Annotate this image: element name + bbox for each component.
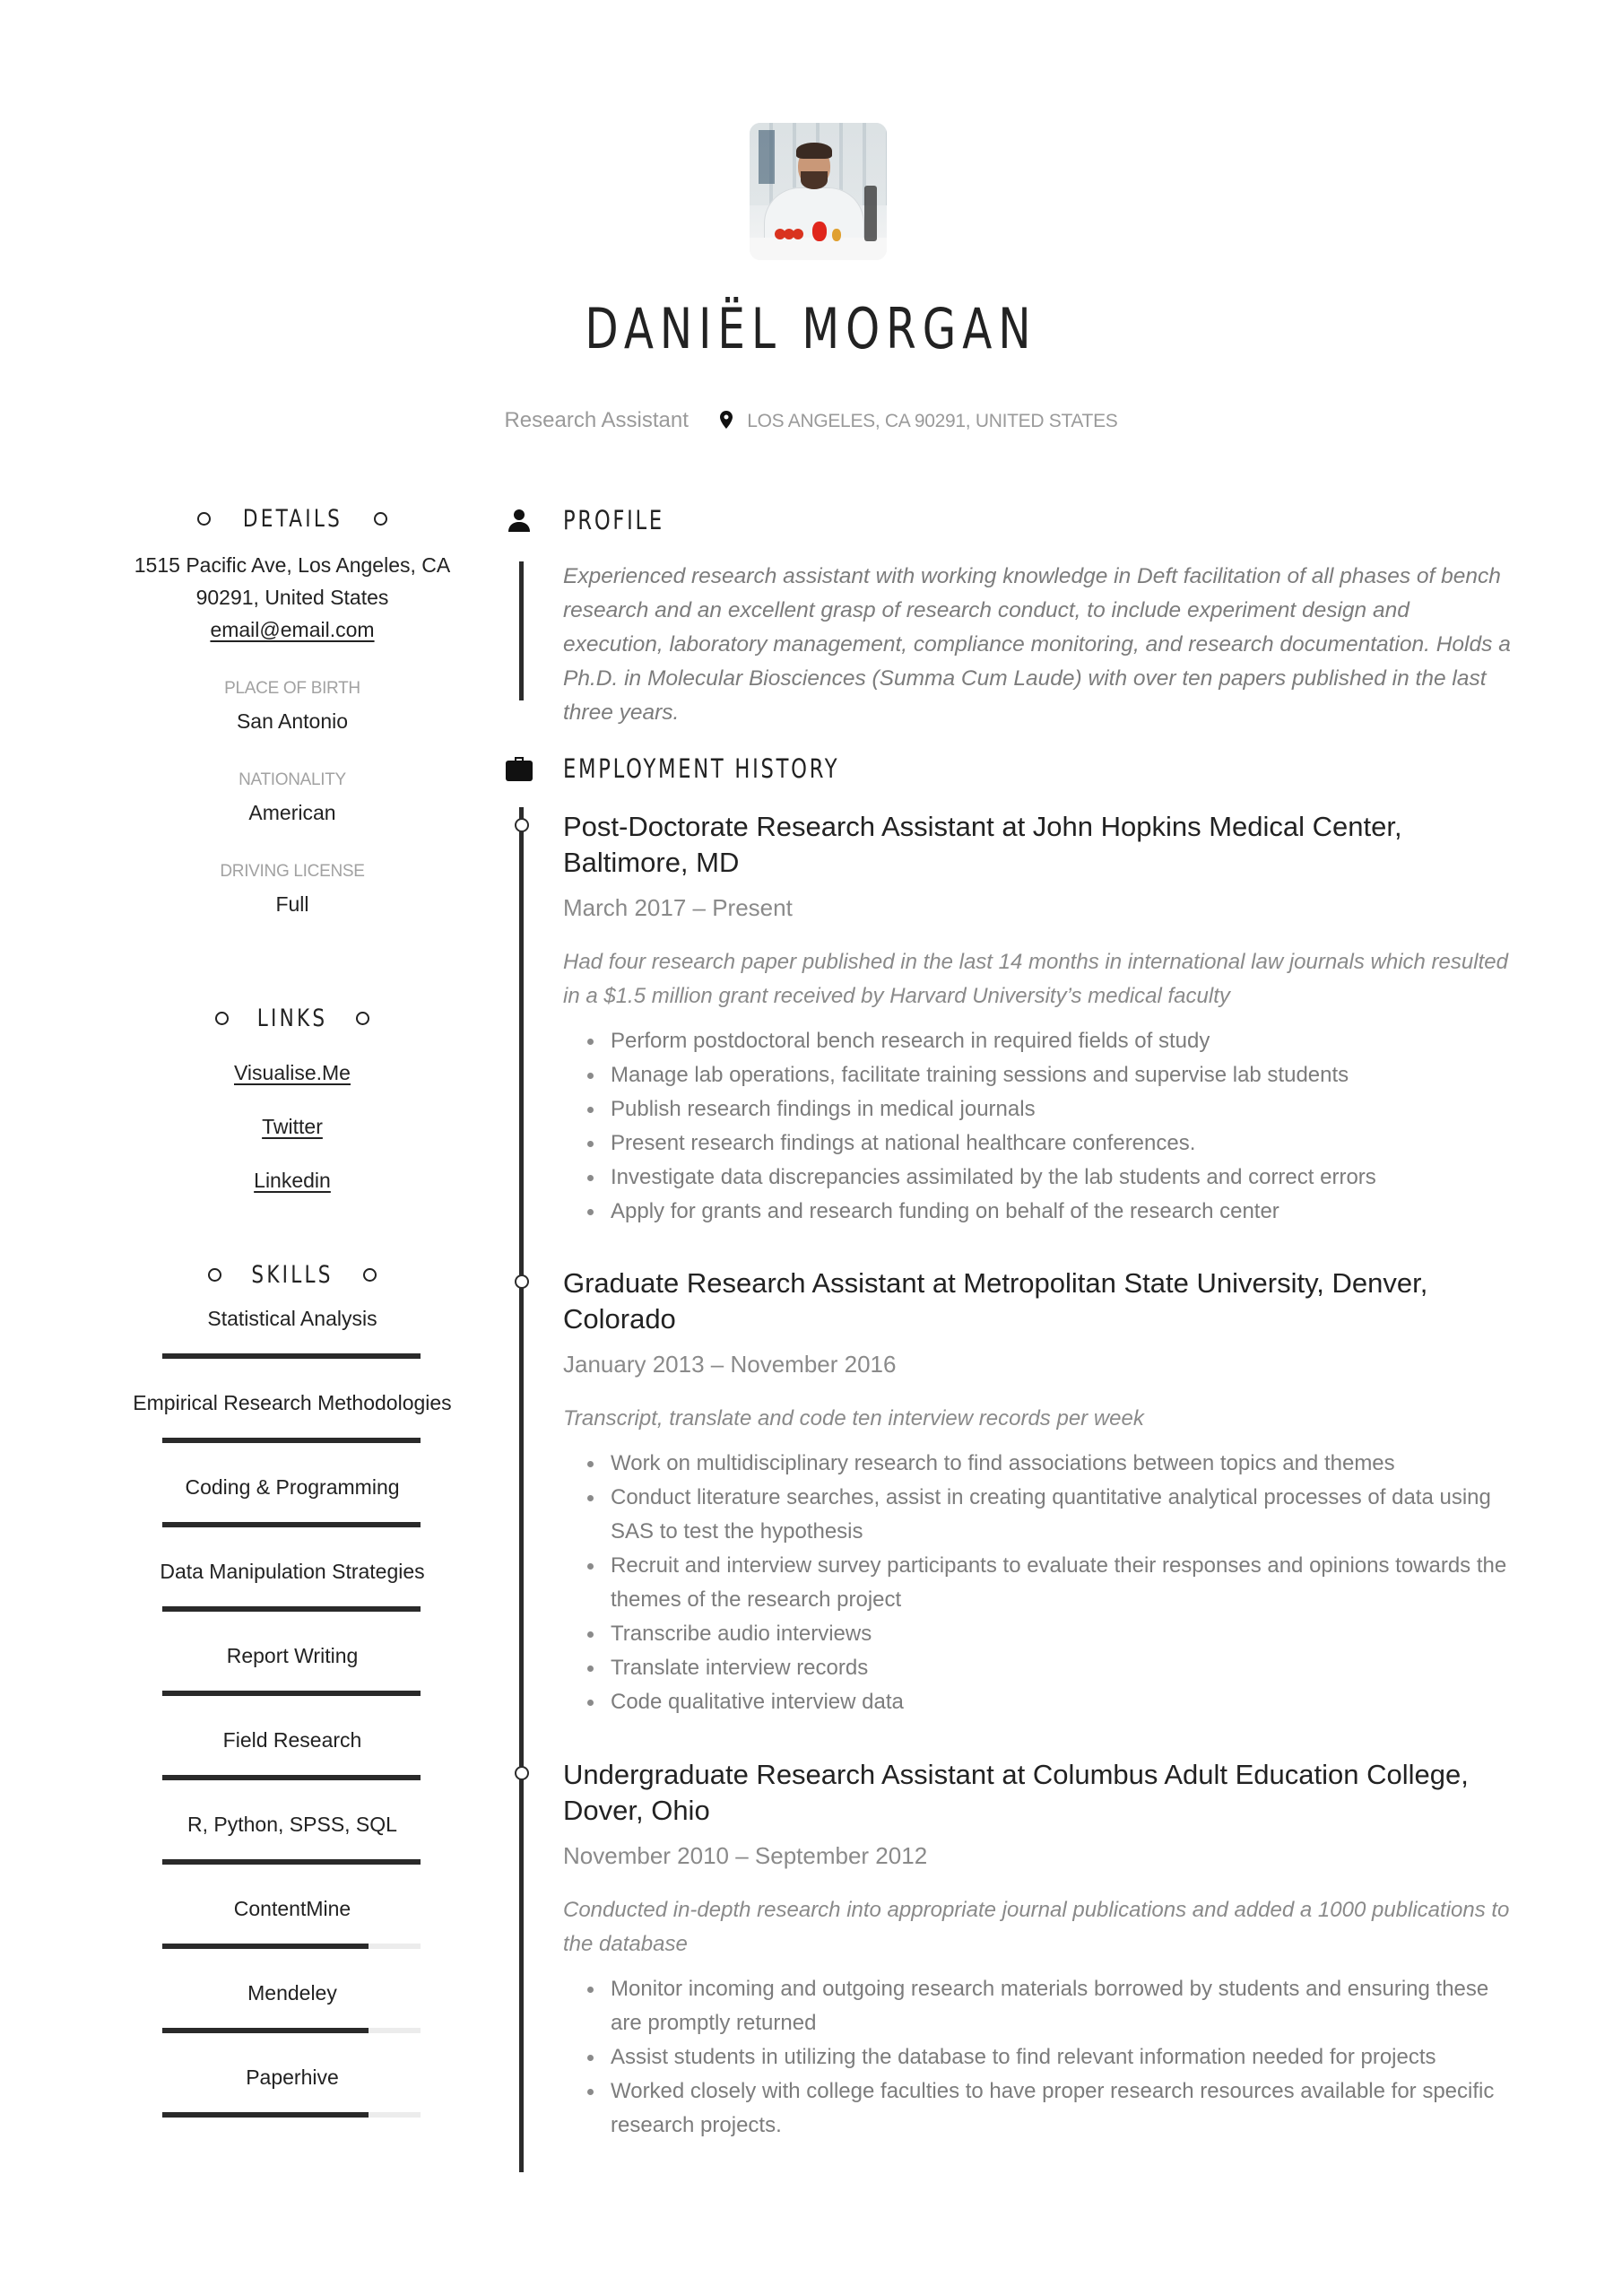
list-item: Monitor incoming and outgoing research materials borrowed by students and ensuring these are promptly returned: [611, 1972, 1518, 2040]
list-item: Publish research findings in medical journals: [611, 1092, 1518, 1126]
address-line-1: 1515 Pacific Ave, Los Angeles, CA: [134, 553, 451, 577]
skill-level-fill: [162, 1775, 421, 1780]
list-item: Assist students in utilizing the database to find relevant information needed for projects: [611, 2040, 1518, 2074]
skill-level-fill: [162, 1691, 421, 1696]
skill-level-bar: [162, 1775, 421, 1780]
employment-timeline: [519, 807, 524, 2172]
list-item: Manage lab operations, facilitate training sessions and supervise lab students: [611, 1058, 1518, 1092]
skill-item: [117, 1470, 468, 1554]
person-icon: [505, 509, 533, 532]
nationality-label: NATIONALITY: [239, 770, 346, 789]
skill-item: [117, 1976, 468, 2060]
skill-level-bar: [162, 1522, 421, 1527]
job-title: Undergraduate Research Assistant at Columbus Adult Education College, Dover, Ohio: [563, 1759, 1469, 1826]
job-summary: Transcript, translate and code ten interview records per week: [563, 1406, 1144, 1431]
skill-item: [117, 1639, 468, 1723]
skill-level-fill: [162, 2028, 369, 2033]
skill-item: [117, 1301, 468, 1386]
timeline-node: [515, 1274, 529, 1289]
employment-heading: EMPLOYMENT HISTORY: [505, 753, 917, 784]
candidate-name: DANIËL MORGAN: [585, 296, 1037, 361]
place-of-birth-label: PLACE OF BIRTH: [224, 679, 360, 698]
list-item: Perform postdoctoral bench research in required fields of study: [611, 1024, 1518, 1058]
list-item: Code qualitative interview data: [611, 1685, 1518, 1719]
skill-item: [117, 1807, 468, 1892]
job-entry: [563, 1265, 1518, 1719]
nationality-value: American: [248, 801, 336, 824]
list-item: Transcribe audio interviews: [611, 1617, 1518, 1651]
ring-icon: [363, 1268, 377, 1282]
skill-level-bar: [162, 1944, 421, 1949]
skill-label: Field Research: [222, 1728, 362, 1752]
skills-heading: SKILLS: [117, 1261, 468, 1289]
skill-level-fill: [162, 1522, 421, 1527]
list-item: Apply for grants and research funding on behalf of the research center: [611, 1195, 1518, 1229]
skill-item: [117, 1723, 468, 1807]
skill-label: Data Manipulation Strategies: [160, 1560, 425, 1583]
skill-level-bar: [162, 2112, 421, 2118]
job-dates: January 2013 – November 2016: [563, 1351, 897, 1378]
list-item: Investigate data discrepancies assimilated by the lab students and correct errors: [611, 1161, 1518, 1195]
skill-level-fill: [162, 1606, 421, 1612]
job-entry: [563, 1757, 1518, 2143]
ring-icon: [215, 1012, 229, 1025]
list-item: Worked closely with college faculties to have proper research resources available for specific research projects.: [611, 2074, 1518, 2143]
list-item: Recruit and interview survey participants to evaluate their responses and opinions towards the themes of the research project: [611, 1549, 1518, 1617]
skill-label: Coding & Programming: [185, 1475, 400, 1499]
header-subtitle: [0, 408, 1622, 435]
skill-level-bar: [162, 1691, 421, 1696]
timeline-node: [515, 818, 529, 832]
profile-heading: PROFILE: [505, 505, 693, 535]
link-linkedin[interactable]: Linkedin: [254, 1169, 331, 1192]
ring-icon: [356, 1012, 369, 1025]
skill-item: [117, 1892, 468, 1976]
driving-license-value: Full: [275, 892, 309, 916]
email-link[interactable]: email@email.com: [210, 618, 375, 641]
job-bullets: [563, 1024, 1518, 1229]
skill-level-fill: [162, 1944, 369, 1949]
links-section: [117, 1004, 468, 1221]
skill-item: [117, 2060, 468, 2144]
link-twitter[interactable]: Twitter: [262, 1115, 323, 1138]
location-text: LOS ANGELES, CA 90291, UNITED STATES: [747, 411, 1118, 431]
job-title: Graduate Research Assistant at Metropolitan State University, Denver, Colorado: [563, 1267, 1428, 1335]
skills-section: [117, 1261, 468, 2144]
details-heading: DETAILS: [117, 505, 468, 533]
skill-level-bar: [162, 1438, 421, 1443]
profile-summary: Experienced research assistant with working knowledge in Deft facilitation of all phases of bench research and an excellent grasp of research conduct, to include experiment design and execution, laboratory management, compliance monitoring, and research documentation. Holds a Ph.D. in Molecular Biosciences (Summa Cum Laude) with over ten papers published in the last three years.: [563, 564, 1511, 725]
skill-level-bar: [162, 1353, 421, 1359]
skill-item: [117, 1554, 468, 1639]
skill-item: [117, 1386, 468, 1470]
job-dates: March 2017 – Present: [563, 894, 793, 921]
ring-icon: [374, 512, 387, 526]
skill-label: Report Writing: [226, 1644, 359, 1667]
skill-label: Paperhive: [246, 2066, 339, 2089]
skill-label: ContentMine: [233, 1897, 351, 1920]
skill-level-bar: [162, 1859, 421, 1865]
skills-list: [117, 1301, 468, 2144]
skill-level-bar: [162, 1606, 421, 1612]
list-item: Translate interview records: [611, 1651, 1518, 1685]
profile-photo: [750, 123, 887, 260]
job-dates: November 2010 – September 2012: [563, 1842, 928, 1869]
job-entry: [563, 809, 1518, 1229]
ring-icon: [197, 512, 211, 526]
skill-label: Mendeley: [247, 1981, 337, 2005]
skill-label: Empirical Research Methodologies: [133, 1391, 452, 1414]
location-pin-icon: [720, 410, 733, 435]
skill-level-fill: [162, 1859, 421, 1865]
list-item: Conduct literature searches, assist in creating quantitative analytical processes of data using SAS to test the hypothesis: [611, 1481, 1518, 1549]
driving-license-label: DRIVING LICENSE: [220, 862, 365, 881]
link-visualise-me[interactable]: Visualise.Me: [234, 1061, 351, 1084]
ring-icon: [208, 1268, 221, 1282]
job-title: Research Assistant: [504, 408, 689, 432]
timeline-node: [515, 1766, 529, 1780]
job-summary: Had four research paper published in the last 14 months in international law journals which resulted in a $1.5 million grant received by Harvard University’s medical faculty: [563, 950, 1508, 1008]
job-title: Post-Doctorate Research Assistant at John Hopkins Medical Center, Baltimore, MD: [563, 811, 1402, 878]
address-line-2: 90291, United States: [195, 586, 389, 609]
job-bullets: [563, 1447, 1518, 1719]
skill-level-fill: [162, 1438, 421, 1443]
skill-level-fill: [162, 2112, 369, 2118]
links-heading: LINKS: [117, 1004, 468, 1032]
skill-level-fill: [162, 1353, 421, 1359]
job-summary: Conducted in-depth research into appropriate journal publications and added a 1000 publications to the database: [563, 1898, 1510, 1956]
job-bullets: [563, 1972, 1518, 2143]
profile-rule: [519, 561, 524, 700]
list-item: Work on multidisciplinary research to find associations between topics and themes: [611, 1447, 1518, 1481]
place-of-birth-value: San Antonio: [236, 709, 349, 733]
briefcase-icon: [505, 755, 533, 782]
details-section: [117, 505, 468, 920]
list-item: Present research findings at national healthcare conferences.: [611, 1126, 1518, 1161]
skill-label: Statistical Analysis: [207, 1307, 377, 1330]
skill-label: R, Python, SPSS, SQL: [187, 1813, 397, 1836]
skill-level-bar: [162, 2028, 421, 2033]
